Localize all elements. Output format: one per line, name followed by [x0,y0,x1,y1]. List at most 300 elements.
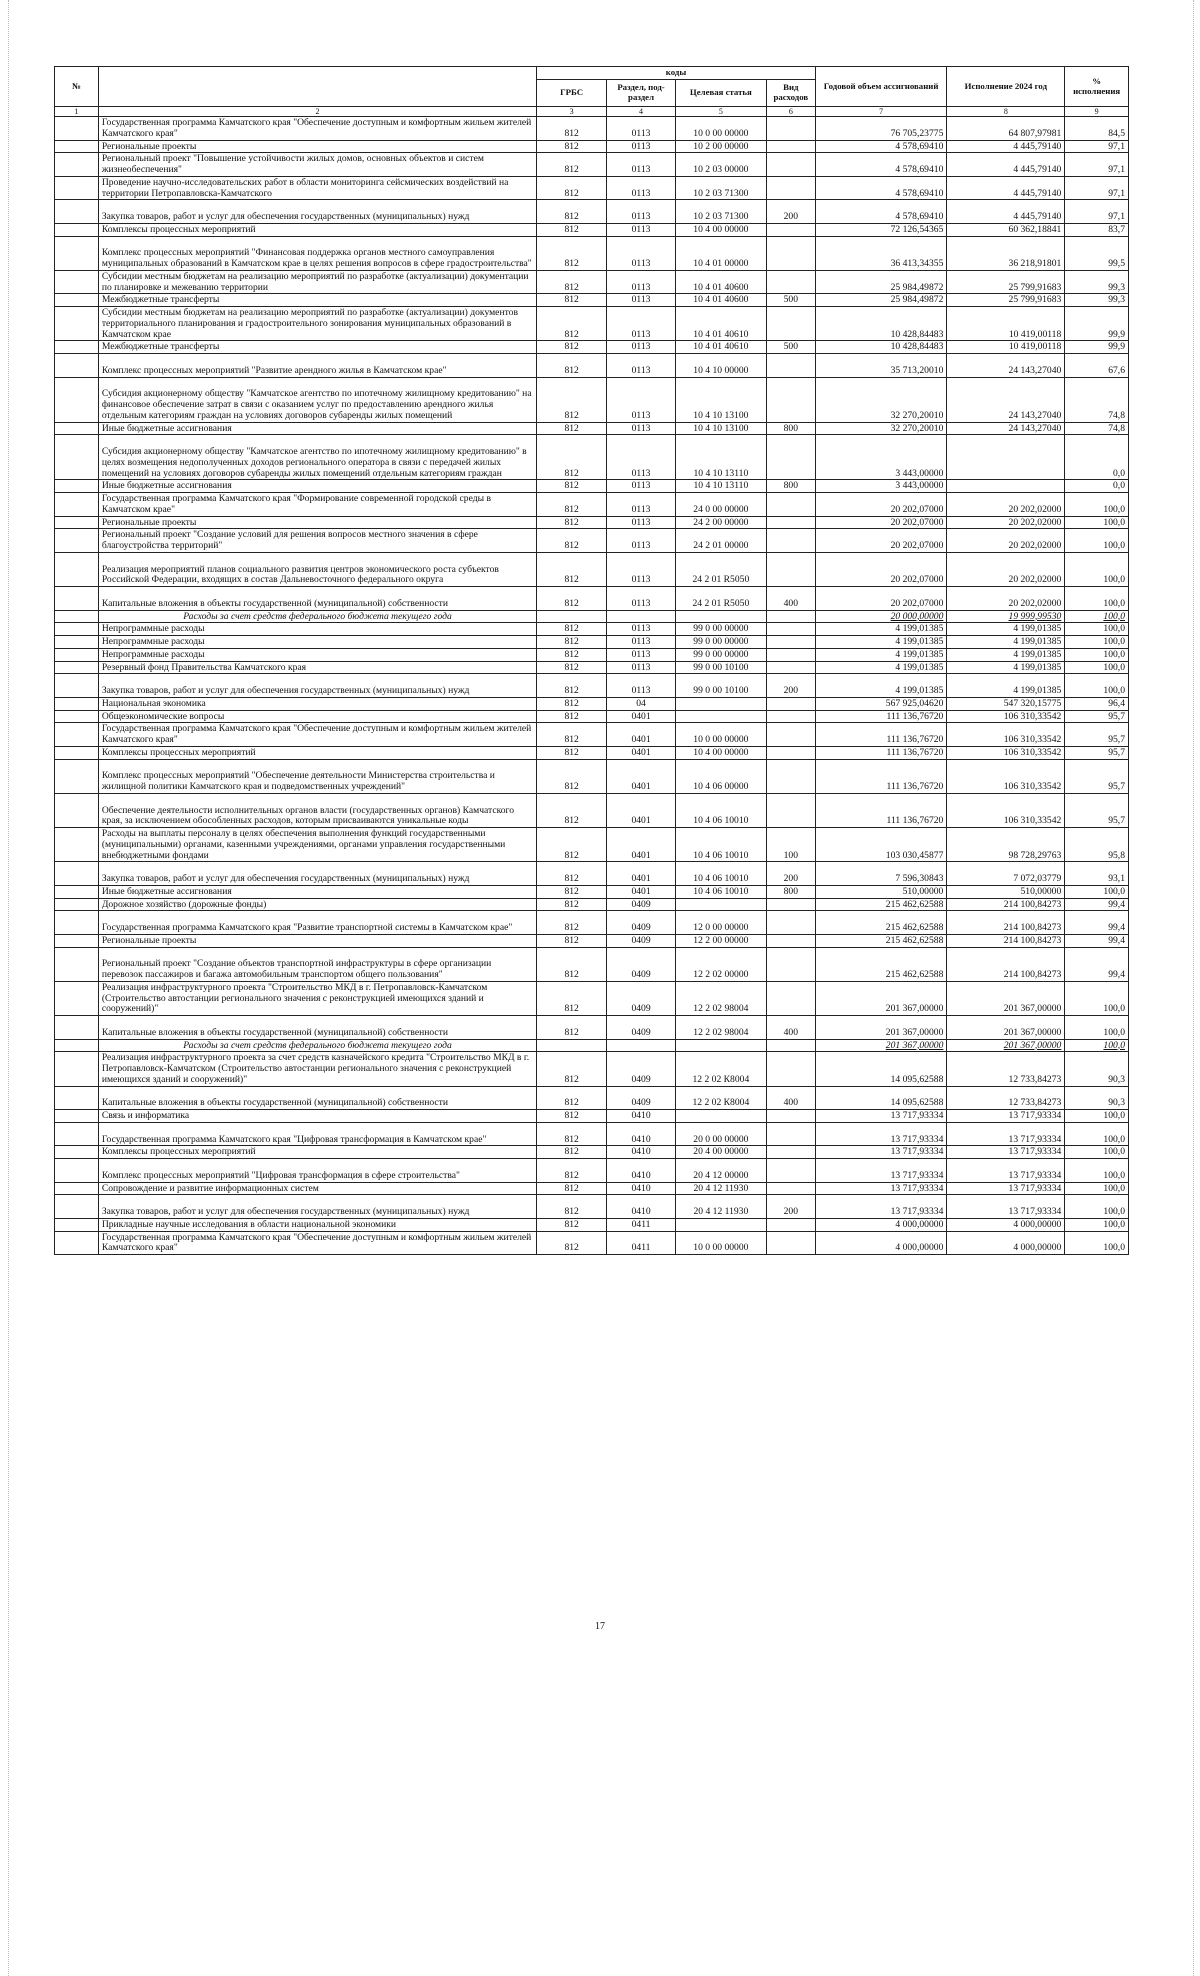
execution-cell: 10 419,00118 [947,307,1065,341]
item-name-cell: Иные бюджетные ассигнования [98,422,536,435]
execution-cell: 214 100,84273 [947,947,1065,981]
table-row [55,1086,1129,1110]
annual-allocation-cell: 215 462,62588 [815,911,947,935]
percent-cell: 100,0 [1065,1110,1129,1123]
expense-type-cell [766,176,815,200]
item-name-cell: Государственная программа Камчатского края "Формирование современной городской среды в Камчатском крае" [98,493,536,517]
expense-type-cell: 200 [766,200,815,224]
grbs-cell: 812 [537,307,607,341]
percent-cell: 74,8 [1065,377,1129,422]
target-article-cell: 20 4 12 11930 [675,1182,766,1195]
column-number: 8 [947,107,1065,117]
annual-allocation-cell: 4 578,69410 [815,153,947,177]
annual-allocation-cell: 20 000,00000 [815,610,947,623]
expense-type-cell [766,117,815,141]
grbs-cell: 812 [537,636,607,649]
execution-cell: 214 100,84273 [947,898,1065,911]
row-number-cell [55,636,99,649]
federal-budget-row [55,1039,1129,1052]
percent-cell: 97,1 [1065,140,1129,153]
percent-cell: 100,0 [1065,648,1129,661]
table-row [55,117,1129,141]
percent-cell: 99,9 [1065,307,1129,341]
annual-allocation-cell: 111 136,76720 [815,746,947,759]
execution-cell: 25 799,91683 [947,270,1065,294]
razdel-cell: 0113 [607,623,676,636]
row-number-cell [55,862,99,886]
expense-type-cell [766,153,815,177]
table-row [55,1218,1129,1231]
razdel-cell: 0113 [607,552,676,586]
grbs-cell: 812 [537,648,607,661]
grbs-cell: 812 [537,981,607,1015]
item-name-cell: Региональный проект "Создание условий для решения вопросов местного значения в сфере благоустройства территорий" [98,529,536,553]
row-number-cell [55,911,99,935]
column-number: 3 [537,107,607,117]
item-name-cell: Государственная программа Камчатского края "Обеспечение доступным и комфортным жильем жителей Камчатского края" [98,723,536,747]
grbs-cell: 812 [537,552,607,586]
target-article-cell: 12 2 02 К8004 [675,1052,766,1086]
table-row [55,493,1129,517]
annual-allocation-cell: 10 428,84483 [815,341,947,354]
expense-type-cell: 200 [766,674,815,698]
scan-edge-right [1193,0,1194,1976]
row-number-cell [55,1122,99,1146]
annual-allocation-cell: 14 095,62588 [815,1086,947,1110]
item-name-cell: Расходы за счет средств федерального бюджета текущего года [98,610,536,623]
grbs-cell: 812 [537,674,607,698]
table-row [55,674,1129,698]
grbs-cell: 812 [537,1016,607,1040]
target-article-cell [675,1039,766,1052]
item-name-cell: Реализация мероприятий планов социального развития центров экономического роста субъектов Российской Федерации, входящих в состав Дальневосточного федерального округа [98,552,536,586]
expense-type-cell: 200 [766,862,815,886]
razdel-cell: 0113 [607,117,676,141]
execution-cell: 214 100,84273 [947,911,1065,935]
grbs-cell: 812 [537,793,607,827]
grbs-cell: 812 [537,1086,607,1110]
grbs-cell: 812 [537,294,607,307]
annual-allocation-cell: 32 270,20010 [815,422,947,435]
target-article-cell: 10 4 00 00000 [675,746,766,759]
row-number-cell [55,723,99,747]
table-row [55,435,1129,480]
execution-cell: 20 202,02000 [947,493,1065,517]
percent-cell: 99,4 [1065,911,1129,935]
item-name-cell: Закупка товаров, работ и услуг для обеспечения государственных (муниципальных) нужд [98,862,536,886]
row-number-cell [55,294,99,307]
execution-cell: 12 733,84273 [947,1086,1065,1110]
percent-cell: 95,8 [1065,828,1129,862]
expense-type-cell [766,552,815,586]
item-name-cell: Государственная программа Камчатского края "Обеспечение доступным и комфортным жильем жителей Камчатского края" [98,1231,536,1255]
razdel-cell: 0410 [607,1122,676,1146]
expense-type-cell: 500 [766,341,815,354]
row-number-cell [55,759,99,793]
item-name-cell: Связь и информатика [98,1110,536,1123]
row-number-cell [55,200,99,224]
expense-type-cell [766,746,815,759]
percent-cell: 97,1 [1065,176,1129,200]
table-row [55,236,1129,270]
table-row [55,176,1129,200]
budget-execution-table [54,66,1129,1255]
header-executed: Исполнение 2024 год [947,67,1065,107]
percent-cell: 100,0 [1065,1039,1129,1052]
target-article-cell [675,898,766,911]
percent-cell: 100,0 [1065,623,1129,636]
target-article-cell: 99 0 00 10100 [675,661,766,674]
grbs-cell: 812 [537,140,607,153]
target-article-cell: 10 4 01 40600 [675,270,766,294]
razdel-cell: 0401 [607,759,676,793]
header-codes: коды [537,67,816,80]
grbs-cell [537,1039,607,1052]
column-number: 1 [55,107,99,117]
grbs-cell: 812 [537,623,607,636]
grbs-cell: 812 [537,422,607,435]
execution-cell: 547 320,15775 [947,697,1065,710]
percent-cell: 100,0 [1065,636,1129,649]
table-row [55,723,1129,747]
item-name-cell: Капитальные вложения в объекты государственной (муниципальной) собственности [98,1086,536,1110]
razdel-cell: 0113 [607,377,676,422]
row-number-cell [55,793,99,827]
row-number-cell [55,1086,99,1110]
table-row [55,1195,1129,1219]
grbs-cell: 812 [537,493,607,517]
percent-cell: 93,1 [1065,862,1129,886]
row-number-cell [55,354,99,378]
item-name-cell: Межбюджетные трансферты [98,341,536,354]
item-name-cell: Обеспечение деятельности исполнительных органов власти (государственных органов) Камчатского края, за исключением обособленных расходов, которым присваиваются уникальные коды [98,793,536,827]
item-name-cell: Комплексы процессных мероприятий [98,746,536,759]
expense-type-cell [766,1218,815,1231]
row-number-cell [55,1110,99,1123]
header-grbs: ГРБС [537,80,607,107]
expense-type-cell [766,793,815,827]
execution-cell: 4 199,01385 [947,674,1065,698]
row-number-cell [55,710,99,723]
annual-allocation-cell: 567 925,04620 [815,697,947,710]
header-vid: Вид расходов [766,80,815,107]
percent-cell: 90,3 [1065,1086,1129,1110]
table-row [55,354,1129,378]
percent-cell: 100,0 [1065,610,1129,623]
annual-allocation-cell: 510,00000 [815,885,947,898]
annual-allocation-cell: 201 367,00000 [815,1039,947,1052]
annual-allocation-cell: 111 136,76720 [815,723,947,747]
table-row [55,793,1129,827]
row-number-cell [55,1146,99,1159]
table-body [55,117,1129,1255]
percent-cell: 0,0 [1065,480,1129,493]
row-number-cell [55,1218,99,1231]
row-number-cell [55,153,99,177]
table-row [55,153,1129,177]
item-name-cell: Закупка товаров, работ и услуг для обеспечения государственных (муниципальных) нужд [98,200,536,224]
execution-cell [947,480,1065,493]
execution-cell: 98 728,29763 [947,828,1065,862]
execution-cell: 20 202,02000 [947,587,1065,611]
expense-type-cell [766,516,815,529]
item-name-cell: Капитальные вложения в объекты государственной (муниципальной) собственности [98,587,536,611]
target-article-cell: 10 4 06 00000 [675,759,766,793]
item-name-cell: Общеэкономические вопросы [98,710,536,723]
execution-cell: 4 445,79140 [947,176,1065,200]
percent-cell: 100,0 [1065,516,1129,529]
grbs-cell: 812 [537,200,607,224]
target-article-cell: 20 4 12 00000 [675,1159,766,1183]
item-name-cell: Государственная программа Камчатского края "Обеспечение доступным и комфортным жильем жителей Камчатского края" [98,117,536,141]
row-number-cell [55,1182,99,1195]
annual-allocation-cell: 10 428,84483 [815,307,947,341]
razdel-cell: 0409 [607,934,676,947]
grbs-cell: 812 [537,1195,607,1219]
execution-cell: 13 717,93334 [947,1159,1065,1183]
item-name-cell: Прикладные научные исследования в области национальной экономики [98,1218,536,1231]
header-razdel: Раздел, под-раздел [607,80,676,107]
target-article-cell: 10 4 00 00000 [675,223,766,236]
target-article-cell: 10 2 03 00000 [675,153,766,177]
execution-cell: 4 199,01385 [947,636,1065,649]
execution-cell: 36 218,91801 [947,236,1065,270]
expense-type-cell [766,911,815,935]
row-number-cell [55,674,99,698]
expense-type-cell [766,610,815,623]
execution-cell: 106 310,33542 [947,723,1065,747]
execution-cell: 24 143,27040 [947,354,1065,378]
razdel-cell: 0409 [607,1086,676,1110]
razdel-cell: 0410 [607,1182,676,1195]
table-row [55,200,1129,224]
target-article-cell: 10 4 01 00000 [675,236,766,270]
expense-type-cell: 800 [766,480,815,493]
row-number-cell [55,236,99,270]
target-article-cell: 24 2 00 00000 [675,516,766,529]
razdel-cell: 0113 [607,236,676,270]
grbs-cell: 812 [537,746,607,759]
expense-type-cell: 800 [766,885,815,898]
row-number-cell [55,648,99,661]
percent-cell: 100,0 [1065,552,1129,586]
row-number-cell [55,1039,99,1052]
razdel-cell: 0113 [607,674,676,698]
grbs-cell: 812 [537,341,607,354]
annual-allocation-cell: 3 443,00000 [815,435,947,480]
item-name-cell: Региональные проекты [98,934,536,947]
percent-cell: 100,0 [1065,1016,1129,1040]
grbs-cell: 812 [537,516,607,529]
razdel-cell: 0401 [607,862,676,886]
table-row [55,697,1129,710]
percent-cell: 100,0 [1065,587,1129,611]
table-row [55,377,1129,422]
percent-cell: 95,7 [1065,759,1129,793]
header-percent: % исполнения [1065,67,1129,107]
target-article-cell: 10 4 06 10010 [675,828,766,862]
row-number-cell [55,1195,99,1219]
expense-type-cell [766,759,815,793]
execution-cell: 4 000,00000 [947,1231,1065,1255]
table-row [55,223,1129,236]
execution-cell: 201 367,00000 [947,1016,1065,1040]
target-article-cell: 12 2 02 К8004 [675,1086,766,1110]
execution-cell: 13 717,93334 [947,1110,1065,1123]
item-name-cell: Государственная программа Камчатского края "Развитие транспортной системы в Камчатском крае" [98,911,536,935]
percent-cell: 100,0 [1065,529,1129,553]
expense-type-cell [766,1122,815,1146]
row-number-cell [55,898,99,911]
row-number-cell [55,746,99,759]
table-row [55,934,1129,947]
execution-cell: 20 202,02000 [947,529,1065,553]
razdel-cell: 04 [607,697,676,710]
table-row [55,911,1129,935]
grbs-cell: 812 [537,153,607,177]
table-row [55,898,1129,911]
table-row [55,1016,1129,1040]
item-name-cell: Комплексы процессных мероприятий [98,223,536,236]
expense-type-cell [766,1052,815,1086]
target-article-cell: 10 2 00 00000 [675,140,766,153]
row-number-cell [55,377,99,422]
row-number-cell [55,480,99,493]
expense-type-cell [766,623,815,636]
percent-cell: 100,0 [1065,981,1129,1015]
percent-cell: 99,4 [1065,947,1129,981]
annual-allocation-cell: 13 717,93334 [815,1159,947,1183]
annual-allocation-cell: 20 202,07000 [815,529,947,553]
razdel-cell: 0409 [607,911,676,935]
table-row [55,294,1129,307]
annual-allocation-cell: 201 367,00000 [815,981,947,1015]
column-number: 2 [98,107,536,117]
item-name-cell: Непрограммные расходы [98,623,536,636]
grbs-cell: 812 [537,377,607,422]
execution-cell: 25 799,91683 [947,294,1065,307]
item-name-cell: Сопровождение и развитие информационных систем [98,1182,536,1195]
grbs-cell: 812 [537,354,607,378]
target-article-cell: 10 4 10 13110 [675,480,766,493]
annual-allocation-cell: 4 000,00000 [815,1218,947,1231]
item-name-cell: Региональные проекты [98,140,536,153]
annual-allocation-cell: 13 717,93334 [815,1110,947,1123]
annual-allocation-cell: 36 413,34355 [815,236,947,270]
item-name-cell: Комплекс процессных мероприятий "Цифровая трансформация в сфере строительства" [98,1159,536,1183]
annual-allocation-cell: 7 596,30843 [815,862,947,886]
annual-allocation-cell: 20 202,07000 [815,516,947,529]
annual-allocation-cell: 215 462,62588 [815,947,947,981]
expense-type-cell [766,661,815,674]
grbs-cell: 812 [537,934,607,947]
execution-cell: 4 199,01385 [947,648,1065,661]
table-row [55,759,1129,793]
grbs-cell: 812 [537,710,607,723]
razdel-cell: 0113 [607,422,676,435]
item-name-cell: Региональные проекты [98,516,536,529]
target-article-cell: 10 4 10 13100 [675,377,766,422]
grbs-cell [537,610,607,623]
expense-type-cell [766,236,815,270]
execution-cell: 13 717,93334 [947,1146,1065,1159]
item-name-cell: Закупка товаров, работ и услуг для обеспечения государственных (муниципальных) нужд [98,1195,536,1219]
razdel-cell: 0113 [607,354,676,378]
expense-type-cell: 100 [766,828,815,862]
grbs-cell: 812 [537,480,607,493]
row-number-cell [55,697,99,710]
row-number-cell [55,435,99,480]
percent-cell: 99,9 [1065,341,1129,354]
row-number-cell [55,516,99,529]
razdel-cell: 0410 [607,1159,676,1183]
row-number-cell [55,223,99,236]
table-row [55,661,1129,674]
percent-cell: 95,7 [1065,746,1129,759]
target-article-cell: 10 4 01 40600 [675,294,766,307]
item-name-cell: Реализация инфраструктурного проекта за счет средств казначейского кредита "Строительство МКД в г. Петропавловск-Камчатском (Строительство автостанции регионального значения с реконструкцией имеющихся зданий и сооружений)" [98,1052,536,1086]
grbs-cell: 812 [537,911,607,935]
item-name-cell: Субсидии местным бюджетам на реализацию мероприятий по разработке (актуализации) документации по планировке и межеванию территории [98,270,536,294]
grbs-cell: 812 [537,223,607,236]
row-number-cell [55,828,99,862]
table-row [55,270,1129,294]
table-row [55,422,1129,435]
expense-type-cell [766,529,815,553]
grbs-cell: 812 [537,1231,607,1255]
page-number: 17 [595,1621,605,1632]
grbs-cell: 812 [537,435,607,480]
expense-type-cell [766,1110,815,1123]
annual-allocation-cell: 20 202,07000 [815,493,947,517]
percent-cell: 100,0 [1065,674,1129,698]
target-article-cell: 20 4 00 00000 [675,1146,766,1159]
table-row [55,1231,1129,1255]
federal-budget-row [55,610,1129,623]
annual-allocation-cell: 4 000,00000 [815,1231,947,1255]
razdel-cell: 0409 [607,1016,676,1040]
scan-edge-left [8,0,9,1976]
table-row [55,529,1129,553]
percent-cell: 83,7 [1065,223,1129,236]
table-row [55,307,1129,341]
grbs-cell: 812 [537,176,607,200]
percent-cell: 99,4 [1065,898,1129,911]
target-article-cell: 10 0 00 00000 [675,723,766,747]
execution-cell: 13 717,93334 [947,1195,1065,1219]
target-article-cell: 99 0 00 00000 [675,636,766,649]
header-annual: Годовой объем ассигнований [815,67,947,107]
percent-cell: 100,0 [1065,1159,1129,1183]
target-article-cell: 10 4 06 10010 [675,885,766,898]
percent-cell: 100,0 [1065,661,1129,674]
row-number-cell [55,981,99,1015]
expense-type-cell [766,1159,815,1183]
table-row [55,710,1129,723]
razdel-cell: 0409 [607,981,676,1015]
expense-type-cell [766,981,815,1015]
annual-allocation-cell: 72 126,54365 [815,223,947,236]
razdel-cell: 0401 [607,793,676,827]
percent-cell: 99,3 [1065,294,1129,307]
razdel-cell: 0113 [607,341,676,354]
percent-cell: 96,4 [1065,697,1129,710]
execution-cell: 4 000,00000 [947,1218,1065,1231]
percent-cell: 74,8 [1065,422,1129,435]
grbs-cell: 812 [537,885,607,898]
percent-cell: 99,4 [1065,934,1129,947]
row-number-cell [55,661,99,674]
